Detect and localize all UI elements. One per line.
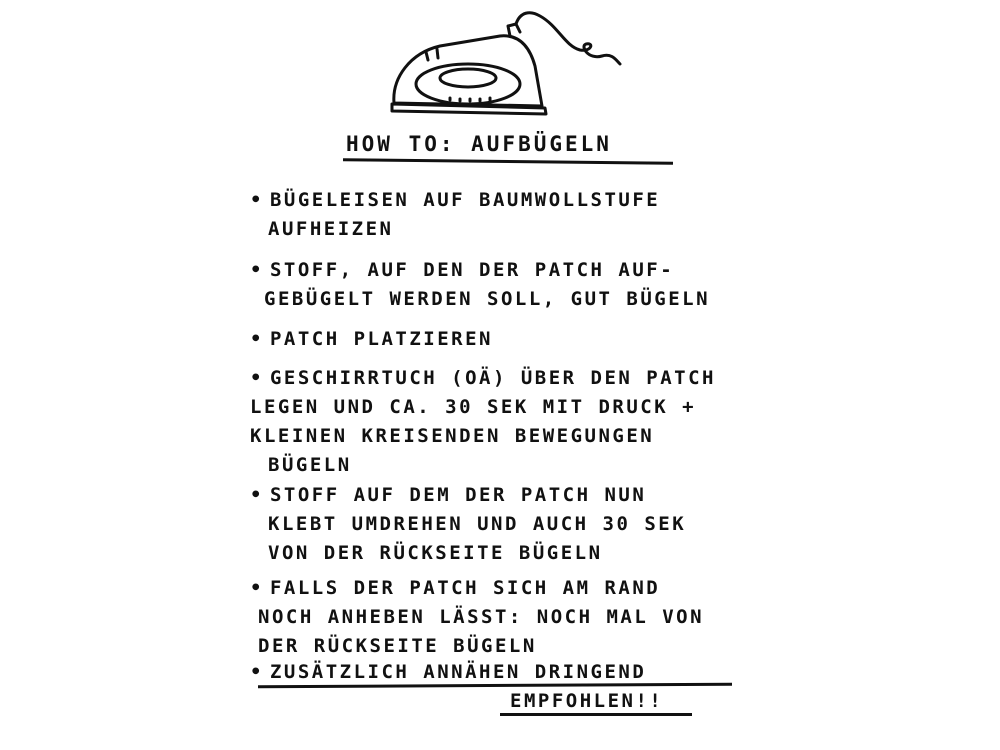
step-6 bbox=[250, 574, 704, 661]
emphasis-underline bbox=[500, 713, 692, 716]
step-line: NOCH ANHEBEN LÄSST: NOCH MAL VON bbox=[258, 606, 705, 628]
page-title: HOW TO: AUFBÜGELN bbox=[346, 132, 612, 156]
bullet: • bbox=[250, 367, 264, 389]
step-line: STOFF, AUF DEN DER PATCH AUF- bbox=[269, 259, 675, 281]
bullet: • bbox=[250, 484, 264, 506]
step-2 bbox=[250, 256, 710, 314]
bullet: • bbox=[250, 577, 264, 599]
step-1 bbox=[250, 186, 660, 244]
bullet: • bbox=[250, 189, 264, 211]
bullet: • bbox=[250, 328, 264, 350]
step-line: KLEINEN KREISENDEN BEWEGUNGEN bbox=[250, 425, 655, 447]
step-3 bbox=[250, 325, 493, 354]
step-line: ZUSÄTZLICH ANNÄHEN DRINGEND bbox=[269, 661, 647, 683]
title-underline bbox=[343, 158, 673, 164]
step-line: PATCH PLATZIEREN bbox=[269, 328, 493, 350]
step-line: STOFF AUF DEM DER PATCH NUN bbox=[269, 484, 647, 506]
iron-icon bbox=[380, 8, 640, 123]
step-line: VON DER RÜCKSEITE BÜGELN bbox=[268, 542, 603, 564]
step-line: GEBÜGELT WERDEN SOLL, GUT BÜGELN bbox=[264, 288, 711, 310]
step-line: GESCHIRRTUCH (OÄ) ÜBER DEN PATCH bbox=[269, 367, 716, 389]
bullet: • bbox=[250, 259, 264, 281]
step-line: LEGEN UND CA. 30 SEK MIT DRUCK + bbox=[250, 396, 697, 418]
step-line: BÜGELN bbox=[268, 454, 352, 476]
step-line: KLEBT UMDREHEN UND AUCH 30 SEK bbox=[268, 513, 687, 535]
bullet: • bbox=[250, 661, 264, 683]
step-line: FALLS DER PATCH SICH AM RAND bbox=[269, 577, 661, 599]
step-4 bbox=[250, 364, 716, 480]
step-5 bbox=[250, 481, 686, 568]
step-line: EMPFOHLEN!! bbox=[510, 690, 664, 712]
step-line: AUFHEIZEN bbox=[268, 218, 394, 240]
step-line: BÜGELEISEN AUF BAUMWOLLSTUFE bbox=[269, 189, 661, 211]
step-line: DER RÜCKSEITE BÜGELN bbox=[258, 635, 537, 657]
